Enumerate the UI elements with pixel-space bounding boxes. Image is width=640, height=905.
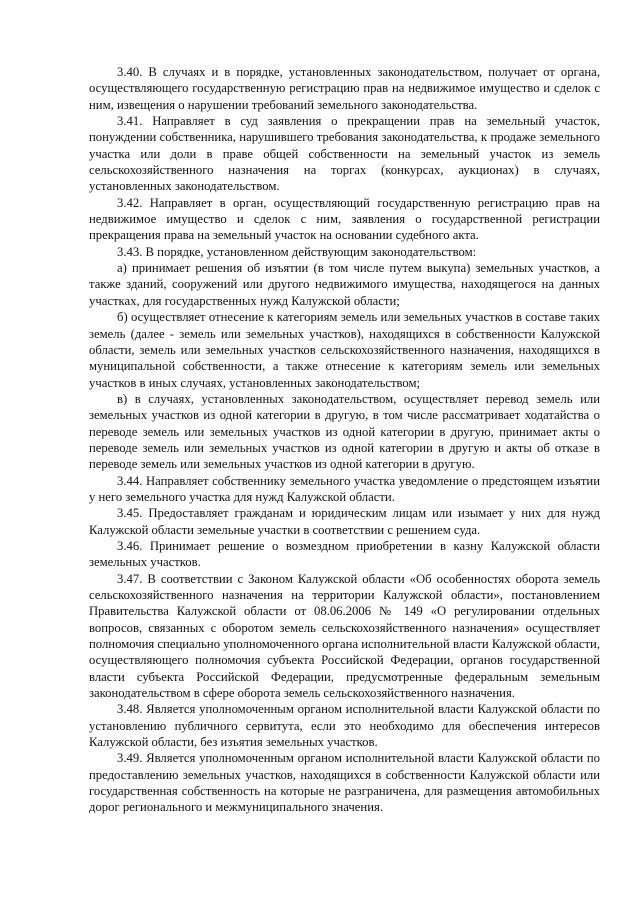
paragraph-3-47: 3.47. В соответствии с Законом Калужской области «Об особенностях оборота земель сельскохозяйственного назначения на территории Калужской области», постановлением Правительства Калужской области от 08.06.2006 № 149 «О регулировании отдельных вопросов, связанных с оборотом земель сельскохозяйственного назначения» осуществляет полномочия специально уполномоченного органа исполнительной власти Калужской области, осуществляющего полномочия субъекта Российской Федерации, органов государственной власти субъекта Российской Федерации, предусмотренные федеральным земельным законодательством в сфере оборота земель сельскохозяйственного назначения.	[89, 571, 600, 701]
paragraph-3-40: 3.40. В случаях и в порядке, установленных законодательством, получает от органа, осуществляющего государственную регистрацию прав на недвижимое имущество и сделок с ним, извещения о нарушении требований земельного законодательства.	[89, 65, 600, 112]
paragraph-3-42: 3.42. Направляет в орган, осуществляющий государственную регистрацию прав на недвижимое имущество и сделок с ним, заявления о государственной регистрации прекращения права на земельный участок на основании судебного акта.	[89, 195, 600, 243]
paragraph-3-45: 3.45. Предоставляет гражданам и юридическим лицам или изымает у них для нужд Калужской области земельные участки в соответствии с решением суда.	[89, 506, 600, 537]
paragraph-3-41: 3.41. Направляет в суд заявления о прекращении прав на земельный участок, понуждении собственника, нарушившего требования законодательства, к продаже земельного участка или доли в праве общей собственности на земельный участок из земель сельскохозяйственного назначения на торгах (конкурсах, аукционах) в случаях, установленных законодательством.	[89, 114, 600, 194]
paragraph-3-43: 3.43. В порядке, установленном действующим законодательством:	[117, 244, 477, 259]
paragraph-3-43-v: в) в случаях, установленных законодательством, осуществляет перевод земель или земельных участков из одной категории в другую, в том числе рассматривает ходатайства о переводе земель или земельных участков из одной категории в другую, принимает акты о переводе земель или земельных участков из одной категории в другую и акты об отказе в переводе земель или земельных участков из одной категории в другую.	[89, 391, 600, 472]
paragraph-3-43-b: б) осуществляет отнесение к категориям земель или земельных участков в составе таких земель (далее - земель или земельных участков), находящихся в собственности Калужской области, земель или земельных участков сельскохозяйственного назначения, находящихся в муниципальной собственности, а также отнесение к категориям земель или земельных участков в иных случаях, установленных законодательством;	[89, 310, 600, 390]
paragraph-3-49: 3.49. Является уполномоченным органом исполнительной власти Калужской области по предоставлению земельных участков, находящихся в собственности Калужской области или государственная собственность на которые не разграничена, для размещения автомобильных дорог регионального и межмуниципального значения.	[89, 751, 600, 815]
paragraph-3-48: 3.48. Является уполномоченным органом исполнительной власти Калужской области по установлению публичного сервитута, если это необходимо для обеспечения интересов Калужской области, без изъятия земельных участков.	[89, 702, 600, 750]
document-body	[89, 64, 600, 816]
paragraph-3-44: 3.44. Направляет собственнику земельного участка уведомление о предстоящем изъятии у него земельного участка для нужд Калужской области.	[89, 473, 600, 504]
paragraph-3-46: 3.46. Принимает решение о возмездном приобретении в казну Калужской области земельных участков.	[89, 538, 600, 570]
paragraph-3-43-a: а) принимает решения об изъятии (в том числе путем выкупа) земельных участков, а также зданий, сооружений или другого недвижимого имущества, находящегося на данных участках, для государственных нужд Калужской области;	[89, 261, 600, 308]
